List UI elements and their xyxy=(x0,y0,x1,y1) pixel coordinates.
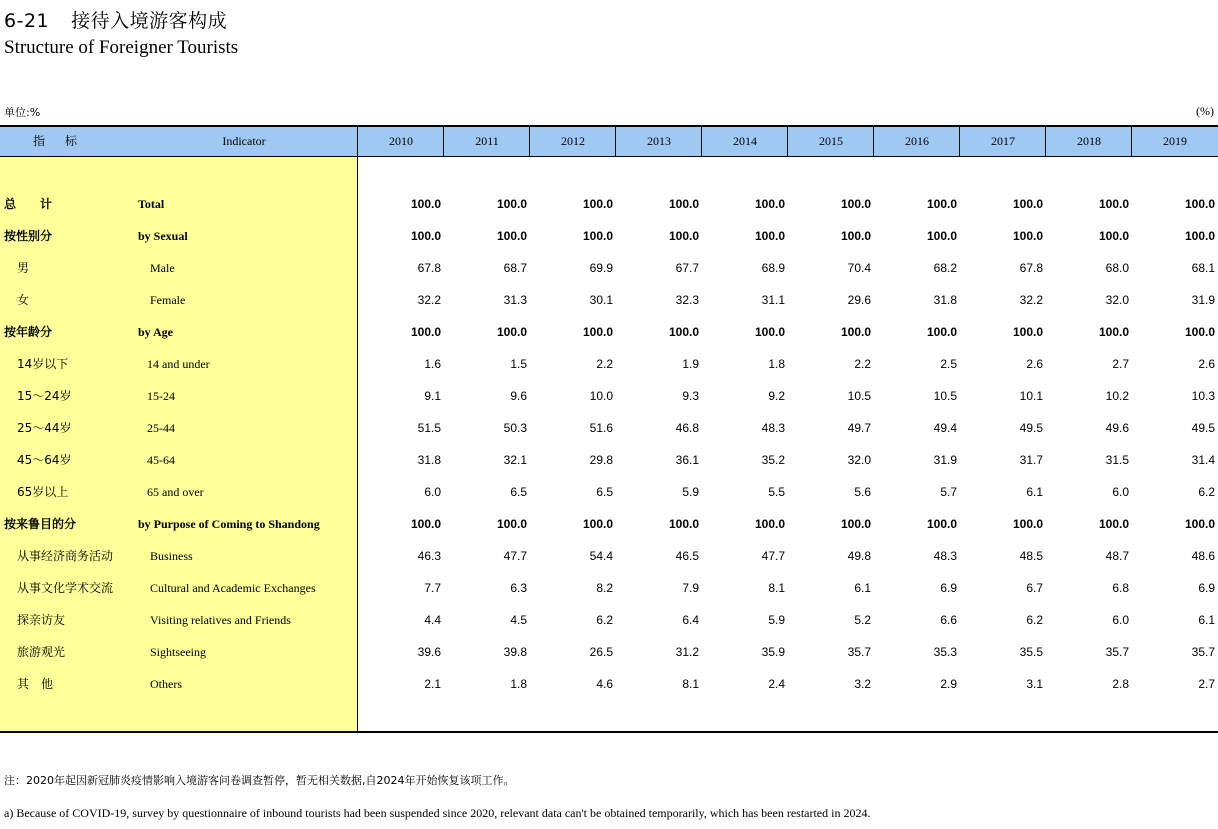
header-year: 2017 xyxy=(991,134,1015,148)
unit-label-right: (%) xyxy=(1196,104,1214,118)
row-value: 100.0 xyxy=(582,325,613,339)
row-value: 6.3 xyxy=(510,581,527,595)
table-row xyxy=(0,476,1218,508)
row-value: 26.5 xyxy=(589,645,613,659)
row-value: 5.6 xyxy=(854,485,871,499)
row-value: 10.5 xyxy=(933,389,957,403)
row-value: 49.5 xyxy=(1019,421,1043,435)
row-value: 6.1 xyxy=(854,581,871,595)
row-label-en: Business xyxy=(150,549,193,563)
row-value: 100.0 xyxy=(1098,197,1129,211)
footnote-cn: 注：2020年起因新冠肺炎疫情影响入境游客问卷调查暂停，暂无相关数据,自2024年开始恢复该项工作。 xyxy=(4,774,515,787)
row-label-cn: 从事文化学术交流 xyxy=(17,581,114,595)
row-label-cn: 按性别分 xyxy=(4,229,53,243)
row-label-en: Female xyxy=(150,293,186,307)
row-label-cn: 按来鲁目的分 xyxy=(4,517,77,531)
row-label-en: 15-24 xyxy=(147,389,175,403)
row-value: 100.0 xyxy=(496,517,527,531)
row-value: 2.6 xyxy=(1198,357,1215,371)
row-value: 100.0 xyxy=(1098,517,1129,531)
row-value: 68.7 xyxy=(503,261,527,275)
table-row xyxy=(0,572,1218,604)
row-value: 7.9 xyxy=(682,581,699,595)
row-value: 6.8 xyxy=(1112,581,1129,595)
row-value: 2.1 xyxy=(424,677,441,691)
row-value: 29.6 xyxy=(847,293,871,307)
row-value: 32.0 xyxy=(1105,293,1129,307)
row-value: 31.3 xyxy=(503,293,527,307)
row-value: 3.2 xyxy=(854,677,871,691)
footnote-en: a) Because of COVID-19, survey by questionnaire of inbound tourists had been suspended since 2020, relevant data can't be obtained temporarily, which has been restarted in 2024. xyxy=(4,806,871,820)
row-value: 49.7 xyxy=(847,421,871,435)
row-label-cn: 女 xyxy=(17,293,30,307)
row-value: 100.0 xyxy=(410,197,441,211)
row-value: 8.1 xyxy=(768,581,785,595)
row-label-en: by Sexual xyxy=(138,229,188,243)
header-year: 2018 xyxy=(1077,134,1101,148)
row-value: 31.8 xyxy=(417,453,441,467)
row-value: 68.0 xyxy=(1105,261,1129,275)
row-label-cn: 旅游观光 xyxy=(17,645,66,659)
row-value: 30.1 xyxy=(589,293,613,307)
row-value: 100.0 xyxy=(410,517,441,531)
row-value: 5.9 xyxy=(682,485,699,499)
header-year: 2016 xyxy=(905,134,929,148)
row-value: 100.0 xyxy=(926,197,957,211)
row-label-cn: 总 计 xyxy=(4,197,53,211)
row-value: 6.9 xyxy=(940,581,957,595)
row-value: 100.0 xyxy=(582,197,613,211)
row-value: 5.9 xyxy=(768,613,785,627)
header-indicator-cn: 指标 xyxy=(32,134,97,148)
header-column-divider xyxy=(959,127,960,156)
row-value: 6.2 xyxy=(1198,485,1215,499)
row-value: 100.0 xyxy=(926,517,957,531)
header-column-divider xyxy=(529,127,530,156)
row-value: 8.2 xyxy=(596,581,613,595)
row-value: 6.0 xyxy=(1112,485,1129,499)
row-value: 2.2 xyxy=(596,357,613,371)
row-value: 100.0 xyxy=(410,325,441,339)
header-year: 2015 xyxy=(819,134,843,148)
row-value: 9.3 xyxy=(682,389,699,403)
row-value: 35.9 xyxy=(761,645,785,659)
row-value: 48.3 xyxy=(933,549,957,563)
table-row xyxy=(0,252,1218,284)
table-bottom-rule xyxy=(0,731,1218,733)
row-value: 31.5 xyxy=(1105,453,1129,467)
row-value: 4.5 xyxy=(510,613,527,627)
title-cn-text: 接待入境游客构成 xyxy=(71,10,228,32)
row-value: 46.8 xyxy=(675,421,699,435)
row-value: 39.6 xyxy=(417,645,441,659)
row-value: 48.5 xyxy=(1019,549,1043,563)
row-value: 36.1 xyxy=(675,453,699,467)
row-value: 68.1 xyxy=(1191,261,1215,275)
row-value: 46.5 xyxy=(675,549,699,563)
row-value: 6.6 xyxy=(940,613,957,627)
table-row xyxy=(0,348,1218,380)
row-label-en: 65 and over xyxy=(147,485,204,499)
row-value: 4.6 xyxy=(596,677,613,691)
row-label-en: 25-44 xyxy=(147,421,175,435)
header-column-divider xyxy=(701,127,702,156)
header-year: 2010 xyxy=(389,134,413,148)
row-label-en: by Purpose of Coming to Shandong xyxy=(138,517,320,531)
row-label-en: Cultural and Academic Exchanges xyxy=(150,581,316,595)
row-value: 35.7 xyxy=(847,645,871,659)
row-value: 47.7 xyxy=(503,549,527,563)
table-row xyxy=(0,540,1218,572)
row-value: 35.7 xyxy=(1191,645,1215,659)
row-value: 6.1 xyxy=(1026,485,1043,499)
row-value: 100.0 xyxy=(668,517,699,531)
row-label-cn: 15～24岁 xyxy=(17,389,72,403)
row-value: 3.1 xyxy=(1026,677,1043,691)
row-value: 6.5 xyxy=(510,485,527,499)
table-row xyxy=(0,188,1218,220)
row-value: 48.3 xyxy=(761,421,785,435)
table-row xyxy=(0,316,1218,348)
header-year: 2019 xyxy=(1163,134,1187,148)
row-value: 68.9 xyxy=(761,261,785,275)
row-value: 31.1 xyxy=(761,293,785,307)
row-value: 100.0 xyxy=(840,229,871,243)
row-value: 7.7 xyxy=(424,581,441,595)
page-title-cn xyxy=(4,6,227,33)
table-row xyxy=(0,412,1218,444)
row-label-cn: 25～44岁 xyxy=(17,421,72,435)
row-value: 69.9 xyxy=(589,261,613,275)
row-value: 100.0 xyxy=(1012,517,1043,531)
row-value: 2.7 xyxy=(1112,357,1129,371)
row-value: 100.0 xyxy=(1098,229,1129,243)
table-header xyxy=(0,127,1218,157)
header-column-divider xyxy=(443,127,444,156)
row-value: 9.1 xyxy=(424,389,441,403)
row-value: 2.9 xyxy=(940,677,957,691)
header-year: 2014 xyxy=(733,134,757,148)
row-value: 2.5 xyxy=(940,357,957,371)
row-value: 100.0 xyxy=(1184,229,1215,243)
row-value: 100.0 xyxy=(1098,325,1129,339)
row-label-cn: 45～64岁 xyxy=(17,453,72,467)
row-value: 32.2 xyxy=(417,293,441,307)
row-value: 49.4 xyxy=(933,421,957,435)
row-value: 49.8 xyxy=(847,549,871,563)
table-row xyxy=(0,604,1218,636)
row-value: 32.3 xyxy=(675,293,699,307)
row-label-cn: 男 xyxy=(17,261,30,275)
row-value: 49.6 xyxy=(1105,421,1129,435)
table-row xyxy=(0,636,1218,668)
row-label-en: 45-64 xyxy=(147,453,175,467)
row-label-en: 14 and under xyxy=(147,357,210,371)
row-value: 67.7 xyxy=(675,261,699,275)
row-value: 100.0 xyxy=(840,325,871,339)
row-value: 100.0 xyxy=(926,229,957,243)
row-value: 51.6 xyxy=(589,421,613,435)
row-value: 2.7 xyxy=(1198,677,1215,691)
row-value: 31.9 xyxy=(1191,293,1215,307)
row-value: 100.0 xyxy=(582,229,613,243)
row-value: 100.0 xyxy=(496,197,527,211)
header-indicator-en: Indicator xyxy=(222,134,266,148)
table-number: 6-21 xyxy=(4,10,50,32)
row-value: 6.9 xyxy=(1198,581,1215,595)
row-value: 5.7 xyxy=(940,485,957,499)
row-value: 100.0 xyxy=(496,325,527,339)
row-value: 31.7 xyxy=(1019,453,1043,467)
row-value: 10.3 xyxy=(1191,389,1215,403)
row-value: 6.1 xyxy=(1198,613,1215,627)
row-value: 6.0 xyxy=(424,485,441,499)
row-value: 10.5 xyxy=(847,389,871,403)
row-value: 2.6 xyxy=(1026,357,1043,371)
row-value: 100.0 xyxy=(754,229,785,243)
header-column-divider xyxy=(615,127,616,156)
header-column-divider xyxy=(873,127,874,156)
row-value: 2.4 xyxy=(768,677,785,691)
row-value: 100.0 xyxy=(754,517,785,531)
row-value: 5.5 xyxy=(768,485,785,499)
row-value: 9.2 xyxy=(768,389,785,403)
row-value: 32.1 xyxy=(503,453,527,467)
row-label-en: Others xyxy=(150,677,182,691)
row-value: 10.0 xyxy=(589,389,613,403)
table-row xyxy=(0,668,1218,700)
row-value: 68.2 xyxy=(933,261,957,275)
row-value: 2.8 xyxy=(1112,677,1129,691)
row-value: 100.0 xyxy=(410,229,441,243)
row-label-cn: 14岁以下 xyxy=(17,357,69,371)
unit-label: 单位:% xyxy=(4,106,41,119)
row-value: 1.8 xyxy=(768,357,785,371)
row-value: 35.3 xyxy=(933,645,957,659)
row-value: 32.0 xyxy=(847,453,871,467)
row-label-en: Male xyxy=(150,261,175,275)
row-label-en: Total xyxy=(138,197,165,211)
row-value: 67.8 xyxy=(1019,261,1043,275)
row-value: 100.0 xyxy=(1012,325,1043,339)
row-value: 100.0 xyxy=(840,517,871,531)
row-value: 49.5 xyxy=(1191,421,1215,435)
row-label-en: Visiting relatives and Friends xyxy=(150,613,291,627)
row-value: 39.8 xyxy=(503,645,527,659)
row-value: 4.4 xyxy=(424,613,441,627)
row-value: 1.5 xyxy=(510,357,527,371)
table-row xyxy=(0,508,1218,540)
row-value: 6.4 xyxy=(682,613,699,627)
row-label-cn: 其 他 xyxy=(17,677,54,691)
header-column-divider xyxy=(787,127,788,156)
row-value: 100.0 xyxy=(496,229,527,243)
row-value: 6.7 xyxy=(1026,581,1043,595)
row-value: 100.0 xyxy=(1012,229,1043,243)
header-year: 2012 xyxy=(561,134,585,148)
row-value: 31.9 xyxy=(933,453,957,467)
row-value: 29.8 xyxy=(589,453,613,467)
row-value: 100.0 xyxy=(754,197,785,211)
row-label-cn: 65岁以上 xyxy=(17,485,69,499)
row-value: 6.0 xyxy=(1112,613,1129,627)
row-value: 35.7 xyxy=(1105,645,1129,659)
row-value: 9.6 xyxy=(510,389,527,403)
row-value: 100.0 xyxy=(668,229,699,243)
row-label-cn: 按年龄分 xyxy=(4,325,53,339)
row-value: 6.2 xyxy=(1026,613,1043,627)
row-value: 100.0 xyxy=(1184,197,1215,211)
row-value: 48.7 xyxy=(1105,549,1129,563)
row-value: 10.2 xyxy=(1105,389,1129,403)
row-value: 51.5 xyxy=(417,421,441,435)
row-value: 31.2 xyxy=(675,645,699,659)
row-value: 6.2 xyxy=(596,613,613,627)
row-value: 8.1 xyxy=(682,677,699,691)
table-row xyxy=(0,220,1218,252)
header-year: 2013 xyxy=(647,134,671,148)
row-value: 50.3 xyxy=(503,421,527,435)
row-value: 46.3 xyxy=(417,549,441,563)
row-value: 100.0 xyxy=(926,325,957,339)
row-label-en: Sightseeing xyxy=(150,645,206,659)
row-value: 100.0 xyxy=(840,197,871,211)
row-value: 2.2 xyxy=(854,357,871,371)
row-value: 100.0 xyxy=(1184,325,1215,339)
page-title-en: Structure of Foreigner Tourists xyxy=(4,37,239,58)
row-value: 67.8 xyxy=(417,261,441,275)
header-year: 2011 xyxy=(475,134,499,148)
row-value: 100.0 xyxy=(668,325,699,339)
row-value: 48.6 xyxy=(1191,549,1215,563)
row-value: 5.2 xyxy=(854,613,871,627)
row-value: 31.8 xyxy=(933,293,957,307)
row-value: 1.8 xyxy=(510,677,527,691)
row-value: 32.2 xyxy=(1019,293,1043,307)
table-row xyxy=(0,284,1218,316)
row-value: 100.0 xyxy=(668,197,699,211)
row-value: 6.5 xyxy=(596,485,613,499)
row-value: 100.0 xyxy=(1184,517,1215,531)
header-column-divider xyxy=(1045,127,1046,156)
row-value: 35.5 xyxy=(1019,645,1043,659)
table-row xyxy=(0,380,1218,412)
row-value: 100.0 xyxy=(1012,197,1043,211)
row-value: 31.4 xyxy=(1191,453,1215,467)
row-value: 1.6 xyxy=(424,357,441,371)
row-label-cn: 探亲访友 xyxy=(17,613,66,627)
row-value: 54.4 xyxy=(589,549,613,563)
row-value: 35.2 xyxy=(761,453,785,467)
table-row xyxy=(0,444,1218,476)
header-column-divider xyxy=(1131,127,1132,156)
row-label-cn: 从事经济商务活动 xyxy=(17,549,114,563)
row-value: 1.9 xyxy=(682,357,699,371)
row-value: 10.1 xyxy=(1019,389,1043,403)
row-value: 70.4 xyxy=(847,261,871,275)
row-value: 100.0 xyxy=(582,517,613,531)
row-value: 100.0 xyxy=(754,325,785,339)
row-label-en: by Age xyxy=(138,325,174,339)
row-value: 47.7 xyxy=(761,549,785,563)
